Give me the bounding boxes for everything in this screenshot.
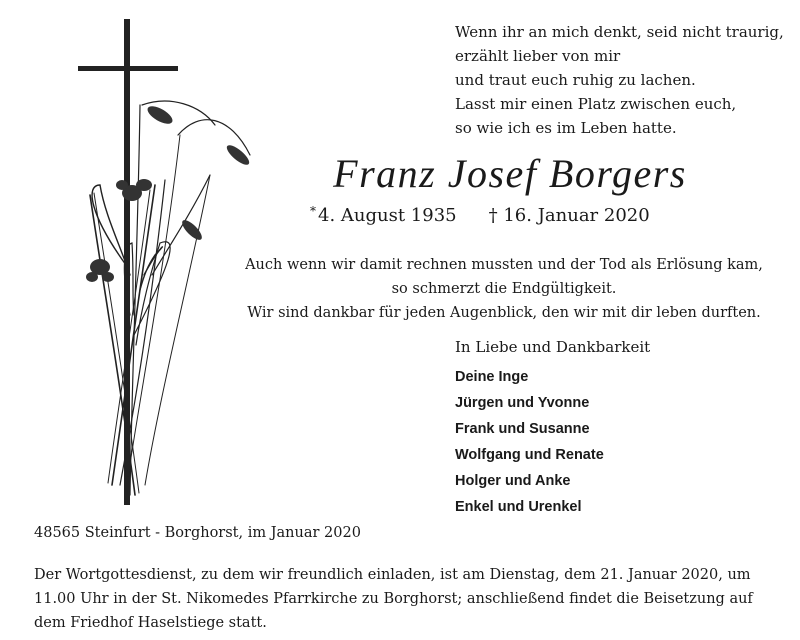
mourner-name: Jürgen und Yvonne: [455, 395, 590, 411]
mourner-name: Frank und Susanne: [455, 421, 590, 437]
message-line: Auch wenn wir damit rechnen mussten und der Tod als Erlösung kam,: [245, 257, 763, 273]
mourner-name: Wolfgang und Renate: [455, 447, 604, 463]
poem-line: erzählt lieber von mir: [455, 47, 621, 65]
service-line: 11.00 Uhr in der St. Nikomedes Pfarrkirche zu Borghorst; anschließend findet die Beisetzung auf: [34, 591, 753, 607]
poem-line: Wenn ihr an mich denkt, seid nicht traurig,: [455, 23, 784, 41]
mourner-name: Holger und Anke: [455, 473, 571, 489]
mourner-name: Enkel und Urenkel: [455, 499, 582, 515]
poem-line: und traut euch ruhig zu lachen.: [455, 71, 696, 89]
message-line: so schmerzt die Endgültigkeit.: [391, 281, 617, 297]
service-info: [34, 563, 774, 635]
condolence-message: [240, 253, 768, 325]
service-line: dem Friedhof Haselstiege statt.: [34, 615, 267, 631]
mourners-list: [455, 364, 604, 520]
poem-line: Lasst mir einen Platz zwischen euch,: [455, 95, 737, 113]
poem: [455, 20, 785, 140]
death-symbol: †: [488, 205, 498, 226]
service-line: Der Wortgottesdienst, zu dem wir freundlich einladen, ist am Dienstag, dem 21. Januar 2020, um: [34, 567, 751, 583]
death-date: 16. Januar 2020: [503, 205, 650, 226]
mourners-intro: In Liebe und Dankbarkeit: [455, 338, 651, 356]
poem-line: so wie ich es im Leben hatte.: [455, 119, 677, 137]
life-dates: [310, 204, 710, 226]
cross-with-wheat-icon: [60, 15, 260, 515]
message-line: Wir sind dankbar für jeden Augenblick, den wir mit dir leben durften.: [247, 305, 761, 321]
mourner-name: Deine Inge: [455, 369, 529, 385]
deceased-name: Franz Josef Borgers: [333, 151, 687, 196]
birth-symbol: *: [310, 204, 316, 218]
place-date: 48565 Steinfurt - Borghorst, im Januar 2020: [34, 525, 361, 541]
birth-date: 4. August 1935: [318, 205, 457, 226]
